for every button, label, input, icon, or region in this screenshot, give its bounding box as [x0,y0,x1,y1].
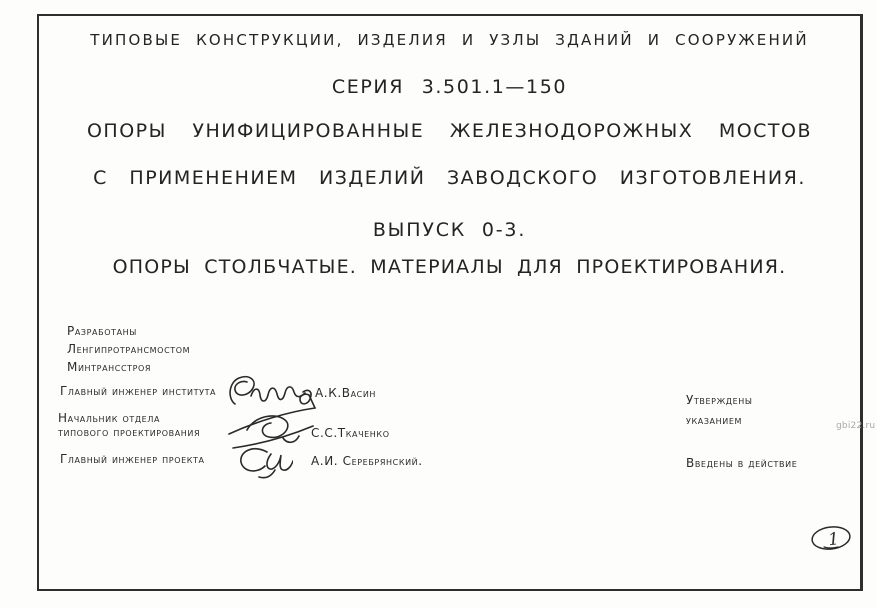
ministry-line: Минтрансстроя [67,360,152,374]
by-order-line: указанием [686,413,742,427]
page-number: 1 [827,529,841,551]
subtitle-line: ОПОРЫ СТОЛБЧАТЫЕ. МАТЕРИАЛЫ ДЛЯ ПРОЕКТИРОВАНИЯ. [112,256,787,278]
signatory-role-head-of-department: Начальник отдела типового проектирования [58,411,201,439]
drawing-frame-border [37,14,863,591]
series-number-heading: СЕРИЯ 3.501.1—150 [331,76,568,98]
put-into-effect-line: Введены в действие [686,456,798,470]
title-line-1: ОПОРЫ УНИФИЦИРОВАННЫЕ ЖЕЛЕЗНОДОРОЖНЫХ МОСТОВ [86,120,813,142]
signatory-name-serebryansky: А.И. Серебрянский. [311,454,423,468]
issue-number-heading: ВЫПУСК 0-3. [372,219,527,241]
document-category-heading: ТИПОВЫЕ КОНСТРУКЦИИ, ИЗДЕЛИЯ И УЗЛЫ ЗДАНИЙ И СООРУЖЕНИЙ [90,31,809,49]
signature-serebryansky-icon [233,444,293,482]
developed-by-line: Разработаны [67,324,137,338]
signatory-name-vasin: А.К.Васин [315,386,377,400]
signatory-name-tkachenko: С.С.Ткаченко [311,426,390,440]
approval-block [686,390,753,430]
signatory-role-chief-project-engineer: Главный инженер проекта [60,452,205,466]
title-line-2: С ПРИМЕНЕНИЕМ ИЗДЕЛИЙ ЗАВОДСКОГО ИЗГОТОВЛЕНИЯ. [93,167,806,189]
signatory-role-chief-engineer-institute: Главный инженер института [60,384,217,398]
watermark-text: gbi22.ru [836,421,876,431]
page-number-oval [808,523,854,559]
approved-line: Утверждены [686,393,753,407]
developed-by-block [67,322,190,376]
developer-org-line: Ленгипротрансмостом [67,342,191,356]
